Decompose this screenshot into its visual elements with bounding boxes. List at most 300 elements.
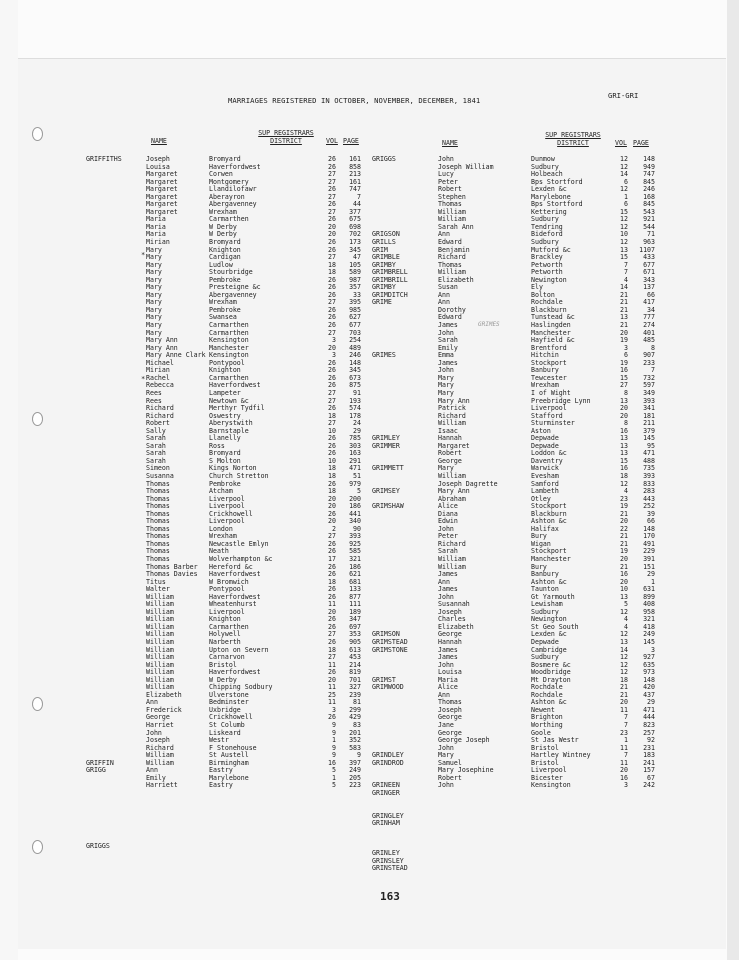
- left-surname-cell: [86, 231, 122, 239]
- left-page-cell: 429: [349, 713, 361, 722]
- left-surname-cell: [86, 420, 122, 428]
- left-page-cell: 105: [349, 260, 361, 269]
- left-given-cell: Harriett: [146, 781, 178, 790]
- right-vol-cell: 23: [620, 728, 628, 737]
- left-district-cell: Aberayron: [209, 192, 245, 201]
- right-given-cell: Richard: [438, 411, 466, 420]
- left-vol-cell: 26: [328, 592, 336, 601]
- right-vol-cell: 13: [620, 313, 628, 322]
- left-district-cell: Atcham: [209, 487, 233, 496]
- left-vol-cell: 1: [332, 773, 336, 782]
- right-district-cell: Lambeth: [531, 487, 559, 496]
- right-page-cell: 433: [643, 253, 655, 262]
- right-surname-cell: [372, 405, 408, 413]
- right-district-cell: Stockport: [531, 358, 567, 367]
- left-surname-column: [86, 156, 122, 865]
- left-district-cell: W Derby: [209, 222, 237, 231]
- left-given-cell: Mirian: [146, 238, 170, 247]
- right-surname-cell: [372, 707, 408, 715]
- left-surname-cell: GRIGGS: [86, 841, 110, 850]
- right-given-cell: Isaac: [438, 426, 458, 435]
- left-given-cell: Sarah: [146, 456, 166, 465]
- left-given-cell: Thomas: [146, 487, 170, 496]
- left-vol-cell: 26: [328, 321, 336, 330]
- right-district-cell: Rochdale: [531, 298, 563, 307]
- right-surname-cell: GRINGER: [372, 788, 400, 797]
- left-district-cell: W Derby: [209, 230, 237, 239]
- right-district-cell: Stafford: [531, 411, 563, 420]
- left-district-cell: Abergavenney: [209, 200, 257, 209]
- left-page-cell: 303: [349, 441, 361, 450]
- left-surname-cell: [86, 639, 122, 647]
- left-given-cell: William: [146, 615, 174, 624]
- left-page-cell: 453: [349, 653, 361, 662]
- right-given-cell: John: [438, 366, 454, 375]
- left-vol-cell: 27: [328, 328, 336, 337]
- left-vol-cell: 10: [328, 456, 336, 465]
- left-page-cell: 585: [349, 547, 361, 556]
- right-vol-cell: 7: [624, 751, 628, 760]
- left-page-cell: 161: [349, 155, 361, 163]
- right-district-cell: Depwade: [531, 434, 559, 443]
- right-vol-cell: 12: [620, 238, 628, 247]
- right-given-cell: Robert: [438, 449, 462, 458]
- left-surname-cell: [86, 443, 122, 451]
- right-district-cell: Stockport: [531, 502, 567, 511]
- right-given-cell: Edward: [438, 313, 462, 322]
- right-given-cell: Ann: [438, 577, 450, 586]
- left-district-cell: Montgomery: [209, 177, 249, 186]
- right-district-cell: Ely: [531, 283, 543, 292]
- right-vol-cell: 13: [620, 434, 628, 443]
- left-given-cell: Maria: [146, 230, 166, 239]
- right-vol-cell: 21: [620, 321, 628, 330]
- right-page-cell: 67: [647, 773, 655, 782]
- left-given-cell: Margaret: [146, 192, 178, 201]
- left-page-cell: 785: [349, 434, 361, 443]
- left-page-cell: 133: [349, 585, 361, 594]
- right-vol-cell: 11: [620, 705, 628, 714]
- right-page-cell: 168: [643, 192, 655, 201]
- left-vol-cell: 9: [332, 728, 336, 737]
- left-page-cell: 327: [349, 683, 361, 692]
- left-vol-cell: 26: [328, 434, 336, 443]
- left-vol-cell: 27: [328, 298, 336, 307]
- right-surname-cell: [372, 375, 408, 383]
- right-vol-cell: 13: [620, 396, 628, 405]
- right-surname-cell: GRIMBRELL: [372, 268, 408, 277]
- left-vol-cell: 18: [328, 268, 336, 277]
- right-vol-column: [614, 156, 628, 790]
- left-given-cell: Michael: [146, 358, 174, 367]
- right-given-cell: William: [438, 215, 466, 224]
- right-surname-cell: GRIMBY: [372, 260, 396, 269]
- right-vol-cell: 21: [620, 539, 628, 548]
- right-page-cell: 437: [643, 690, 655, 699]
- left-district-cell: Chipping Sodbury: [209, 683, 273, 692]
- left-surname-cell: [86, 186, 122, 194]
- left-vol-cell: 26: [328, 539, 336, 548]
- right-vol-cell: 20: [620, 404, 628, 413]
- left-given-cell: William: [146, 668, 174, 677]
- left-surname-cell: [86, 299, 122, 307]
- right-given-cell: George: [438, 728, 462, 737]
- left-given-cell: Thomas: [146, 517, 170, 526]
- left-given-cell: Mary: [146, 328, 162, 337]
- header-district-right: DISTRICT: [557, 139, 589, 147]
- right-given-cell: Emily: [438, 343, 458, 352]
- left-vol-cell: 20: [328, 502, 336, 511]
- left-given-cell: Mary: [146, 260, 162, 269]
- right-given-cell: Sarah: [438, 547, 458, 556]
- left-page-cell: 24: [353, 419, 361, 428]
- left-surname-cell: [86, 828, 122, 836]
- left-surname-cell: [86, 631, 122, 639]
- right-page-cell: 833: [643, 479, 655, 488]
- left-page-cell: 925: [349, 539, 361, 548]
- left-page-cell: 681: [349, 577, 361, 586]
- left-vol-cell: 26: [328, 479, 336, 488]
- left-district-cell: Marylebone: [209, 773, 249, 782]
- right-given-cell: Susannah: [438, 600, 470, 609]
- right-given-cell: William: [438, 419, 466, 428]
- left-vol-cell: 26: [328, 615, 336, 624]
- right-vol-cell: 6: [624, 200, 628, 209]
- left-given-cell: John: [146, 728, 162, 737]
- right-surname-cell: [372, 511, 408, 519]
- left-district-cell: St Columb: [209, 721, 245, 730]
- left-given-cell: Thomas: [146, 547, 170, 556]
- right-surname-cell: [372, 662, 408, 670]
- right-given-cell: Mary: [438, 464, 454, 473]
- right-page-cell: 1107: [639, 245, 655, 254]
- right-surname-cell: [372, 737, 408, 745]
- right-district-cell: I of Wight: [531, 388, 571, 397]
- right-vol-cell: 8: [624, 419, 628, 428]
- left-vol-cell: 26: [328, 238, 336, 247]
- left-given-cell: George: [146, 713, 170, 722]
- right-district-cell: Newent: [531, 705, 555, 714]
- left-page-cell: 621: [349, 570, 361, 579]
- right-district-cell: Sudbury: [531, 215, 559, 224]
- right-surname-cell: [372, 586, 408, 594]
- left-given-cell: Thomas Barber: [146, 562, 198, 571]
- left-page-cell: 5: [357, 487, 361, 496]
- left-surname-cell: [86, 714, 122, 722]
- left-page-cell: 698: [349, 222, 361, 231]
- left-vol-cell: 11: [328, 600, 336, 609]
- left-page-cell: 613: [349, 645, 361, 654]
- left-surname-cell: [86, 564, 122, 572]
- right-page-cell: 418: [643, 622, 655, 631]
- right-surname-cell: [372, 330, 408, 338]
- left-page-cell: 352: [349, 736, 361, 745]
- left-page-cell: 29: [353, 426, 361, 435]
- right-vol-cell: 12: [620, 653, 628, 662]
- right-surname-cell: GRINSTEAD: [372, 864, 408, 873]
- left-page-cell: 90: [353, 524, 361, 533]
- right-given-cell: William: [438, 471, 466, 480]
- right-page-cell: 958: [643, 607, 655, 616]
- right-vol-cell: 12: [620, 155, 628, 163]
- left-vol-cell: 26: [328, 404, 336, 413]
- handwritten-note: GRIMES: [478, 321, 500, 328]
- left-district-cell: Newtown &c: [209, 396, 249, 405]
- right-surname-cell: [372, 533, 408, 541]
- right-district-cell: Sudbury: [531, 607, 559, 616]
- left-vol-cell: 11: [328, 698, 336, 707]
- right-district-cell: Stockport: [531, 547, 567, 556]
- left-vol-cell: 26: [328, 509, 336, 518]
- right-given-cell: Joseph: [438, 607, 462, 616]
- left-given-cell: Thomas Davies: [146, 570, 198, 579]
- right-page-cell: 211: [643, 419, 655, 428]
- left-vol-cell: 26: [328, 200, 336, 209]
- left-given-cell: Rees: [146, 396, 162, 405]
- right-vol-cell: 4: [624, 275, 628, 284]
- right-vol-cell: 7: [624, 260, 628, 269]
- left-surname-cell: [86, 850, 122, 858]
- left-page-cell: 677: [349, 321, 361, 330]
- right-vol-cell: 11: [620, 743, 628, 752]
- left-surname-cell: GRIFFIN: [86, 758, 114, 767]
- page-title: MARRIAGES REGISTERED IN OCTOBER, NOVEMBER, DECEMBER, 1841: [228, 96, 481, 105]
- right-surname-cell: [372, 571, 408, 579]
- right-district-cell: Newington: [531, 615, 567, 624]
- right-given-cell: Stephen: [438, 192, 466, 201]
- right-page-cell: 157: [643, 766, 655, 775]
- left-page-cell: 186: [349, 502, 361, 511]
- left-surname-cell: [86, 292, 122, 300]
- left-district-cell: Abergavenney: [209, 290, 257, 299]
- left-district-cell: Eastry: [209, 781, 233, 790]
- right-district-cell: Worthing: [531, 721, 563, 730]
- right-surname-cell: [372, 548, 408, 556]
- right-surname-cell: GRIMBLE: [372, 253, 400, 262]
- right-surname-cell: GRINSLEY: [372, 856, 404, 865]
- punch-hole: [32, 697, 43, 711]
- right-vol-cell: 18: [620, 675, 628, 684]
- left-page-cell: 148: [349, 358, 361, 367]
- left-page-cell: 81: [353, 698, 361, 707]
- left-vol-cell: 27: [328, 532, 336, 541]
- left-given-cell: Sally: [146, 426, 166, 435]
- right-page-cell: 349: [643, 388, 655, 397]
- left-page-cell: 875: [349, 381, 361, 390]
- left-surname-cell: [86, 390, 122, 398]
- right-given-cell: William: [438, 268, 466, 277]
- right-district-cell: Tendring: [531, 222, 563, 231]
- left-vol-cell: 10: [328, 426, 336, 435]
- right-surname-cell: GRILLS: [372, 238, 396, 247]
- left-district-cell: Carnarvon: [209, 653, 245, 662]
- left-given-cell: Mirian: [146, 366, 170, 375]
- left-given-cell: Mary: [146, 268, 162, 277]
- left-vol-cell: 26: [328, 381, 336, 390]
- left-vol-cell: 26: [328, 373, 336, 382]
- right-given-cell: Mary: [438, 388, 454, 397]
- right-district-cell: Bristol: [531, 758, 559, 767]
- left-surname-cell: [86, 367, 122, 375]
- left-vol-cell: 26: [328, 713, 336, 722]
- left-surname-cell: [86, 284, 122, 292]
- right-given-cell: Mary: [438, 381, 454, 390]
- left-surname-cell: [86, 201, 122, 209]
- header-name-left: NAME: [151, 137, 167, 145]
- right-page-cell: 471: [643, 705, 655, 714]
- right-vol-cell: 12: [620, 185, 628, 194]
- left-district-cell: Uxbridge: [209, 705, 241, 714]
- left-surname-cell: [86, 586, 122, 594]
- left-vol-cell: 1: [332, 736, 336, 745]
- right-vol-cell: 15: [620, 456, 628, 465]
- right-surname-cell: GRIMBY: [372, 283, 396, 292]
- left-given-cell: Thomas: [146, 539, 170, 548]
- right-given-cell: James: [438, 321, 458, 330]
- asterisk-mark: *: [141, 251, 146, 259]
- right-district-cell: Loddon &c: [531, 449, 567, 458]
- right-surname-cell: GRINLEY: [372, 849, 400, 858]
- right-page-cell: 39: [647, 509, 655, 518]
- left-page-cell: 395: [349, 298, 361, 307]
- left-surname-cell: [86, 179, 122, 187]
- right-district-cell: Liverpool: [531, 766, 567, 775]
- left-surname-cell: [86, 247, 122, 255]
- left-district-cell: Bromyard: [209, 238, 241, 247]
- right-page-cell: 823: [643, 721, 655, 730]
- left-given-cell: Mary: [146, 290, 162, 299]
- right-given-cell: Joseph William: [438, 162, 494, 171]
- right-vol-cell: 21: [620, 509, 628, 518]
- right-given-cell: William: [438, 562, 466, 571]
- left-surname-cell: [86, 684, 122, 692]
- right-district-cell: Brentford: [531, 343, 567, 352]
- right-surname-cell: [372, 601, 408, 609]
- left-vol-cell: 26: [328, 547, 336, 556]
- right-page-cell: 845: [643, 200, 655, 209]
- left-surname-cell: [86, 579, 122, 587]
- left-page-cell: 7: [357, 192, 361, 201]
- left-given-cell: William: [146, 630, 174, 639]
- left-district-cell: Bromyard: [209, 449, 241, 458]
- left-vol-cell: 18: [328, 577, 336, 586]
- right-vol-cell: 7: [624, 713, 628, 722]
- right-surname-cell: [372, 164, 408, 172]
- left-district-cell: St Austell: [209, 751, 249, 760]
- left-page-cell: 397: [349, 758, 361, 767]
- left-vol-cell: 27: [328, 177, 336, 186]
- right-page-cell: 170: [643, 532, 655, 541]
- right-surname-cell: [372, 692, 408, 700]
- left-district-cell: Wheatenhurst: [209, 600, 257, 609]
- punch-hole: [32, 412, 43, 426]
- left-district-cell: W Derby: [209, 675, 237, 684]
- left-page-cell: 701: [349, 675, 361, 684]
- right-page-cell: 246: [643, 185, 655, 194]
- left-vol-cell: 26: [328, 313, 336, 322]
- header-vol-left: VOL: [326, 137, 338, 145]
- left-district-cell: Wrexham: [209, 298, 237, 307]
- page-code: GRI-GRI: [608, 91, 639, 100]
- left-vol-cell: 26: [328, 155, 336, 163]
- left-given-cell: Sarah: [146, 441, 166, 450]
- right-vol-cell: 19: [620, 358, 628, 367]
- right-given-cell: Ann: [438, 230, 450, 239]
- left-surname-cell: [86, 677, 122, 685]
- right-surname-cell: GRINEEN: [372, 781, 400, 790]
- left-surname-cell: [86, 164, 122, 172]
- right-vol-cell: 22: [620, 524, 628, 533]
- left-surname-cell: [86, 330, 122, 338]
- left-vol-cell: 9: [332, 751, 336, 760]
- right-vol-cell: 8: [624, 388, 628, 397]
- left-given-cell: Richard: [146, 404, 174, 413]
- right-vol-cell: 15: [620, 253, 628, 262]
- left-surname-cell: [86, 375, 122, 383]
- left-given-cell: Margaret: [146, 207, 178, 216]
- right-given-cell: John: [438, 781, 454, 790]
- right-given-cell: Peter: [438, 177, 458, 186]
- right-page-cell: 735: [643, 464, 655, 473]
- left-district-cell: Knighton: [209, 366, 241, 375]
- right-vol-cell: 12: [620, 479, 628, 488]
- left-vol-cell: 26: [328, 305, 336, 314]
- left-given-cell: Joseph: [146, 155, 170, 163]
- right-district-cell: Depwade: [531, 441, 559, 450]
- left-surname-cell: [86, 813, 122, 821]
- left-district-cell: Aberystwith: [209, 419, 253, 428]
- right-page-cell: 231: [643, 743, 655, 752]
- right-given-cell: Hannah: [438, 638, 462, 646]
- right-page-cell: 544: [643, 222, 655, 231]
- right-surname-cell: [372, 194, 408, 202]
- right-given-cell: George Joseph: [438, 736, 490, 745]
- right-vol-cell: 5: [624, 600, 628, 609]
- right-vol-cell: 15: [620, 207, 628, 216]
- right-vol-cell: 12: [620, 607, 628, 616]
- left-surname-cell: [86, 345, 122, 353]
- right-page-cell: 145: [643, 638, 655, 646]
- right-vol-cell: 3: [624, 343, 628, 352]
- right-vol-cell: 1: [624, 736, 628, 745]
- left-page-cell: 345: [349, 245, 361, 254]
- right-district-cell: Preebridge Lynn: [531, 396, 591, 405]
- left-district-cell: Manchester: [209, 343, 249, 352]
- right-page-cell: 252: [643, 502, 655, 511]
- left-surname-cell: [86, 609, 122, 617]
- left-surname-cell: [86, 322, 122, 330]
- left-given-cell: Richard: [146, 411, 174, 420]
- right-surname-cell: GRIMSON: [372, 630, 400, 639]
- left-page-cell: 161: [349, 177, 361, 186]
- right-given-cell: Louisa: [438, 668, 462, 677]
- right-vol-cell: 21: [620, 683, 628, 692]
- left-surname-cell: [86, 194, 122, 202]
- left-given-cell: William: [146, 751, 174, 760]
- left-surname-cell: [86, 254, 122, 262]
- left-surname-cell: [86, 382, 122, 390]
- left-given-cell: Mary: [146, 275, 162, 284]
- left-vol-cell: 26: [328, 358, 336, 367]
- left-district-cell: Swansea: [209, 313, 237, 322]
- right-given-cell: Thomas: [438, 260, 462, 269]
- right-district-cell: Ashton &c: [531, 517, 567, 526]
- left-surname-cell: [86, 269, 122, 277]
- left-district-cell: London: [209, 524, 233, 533]
- left-page-cell: 441: [349, 509, 361, 518]
- right-district-cell: Warwick: [531, 464, 559, 473]
- header-page-left: PAGE: [343, 137, 359, 145]
